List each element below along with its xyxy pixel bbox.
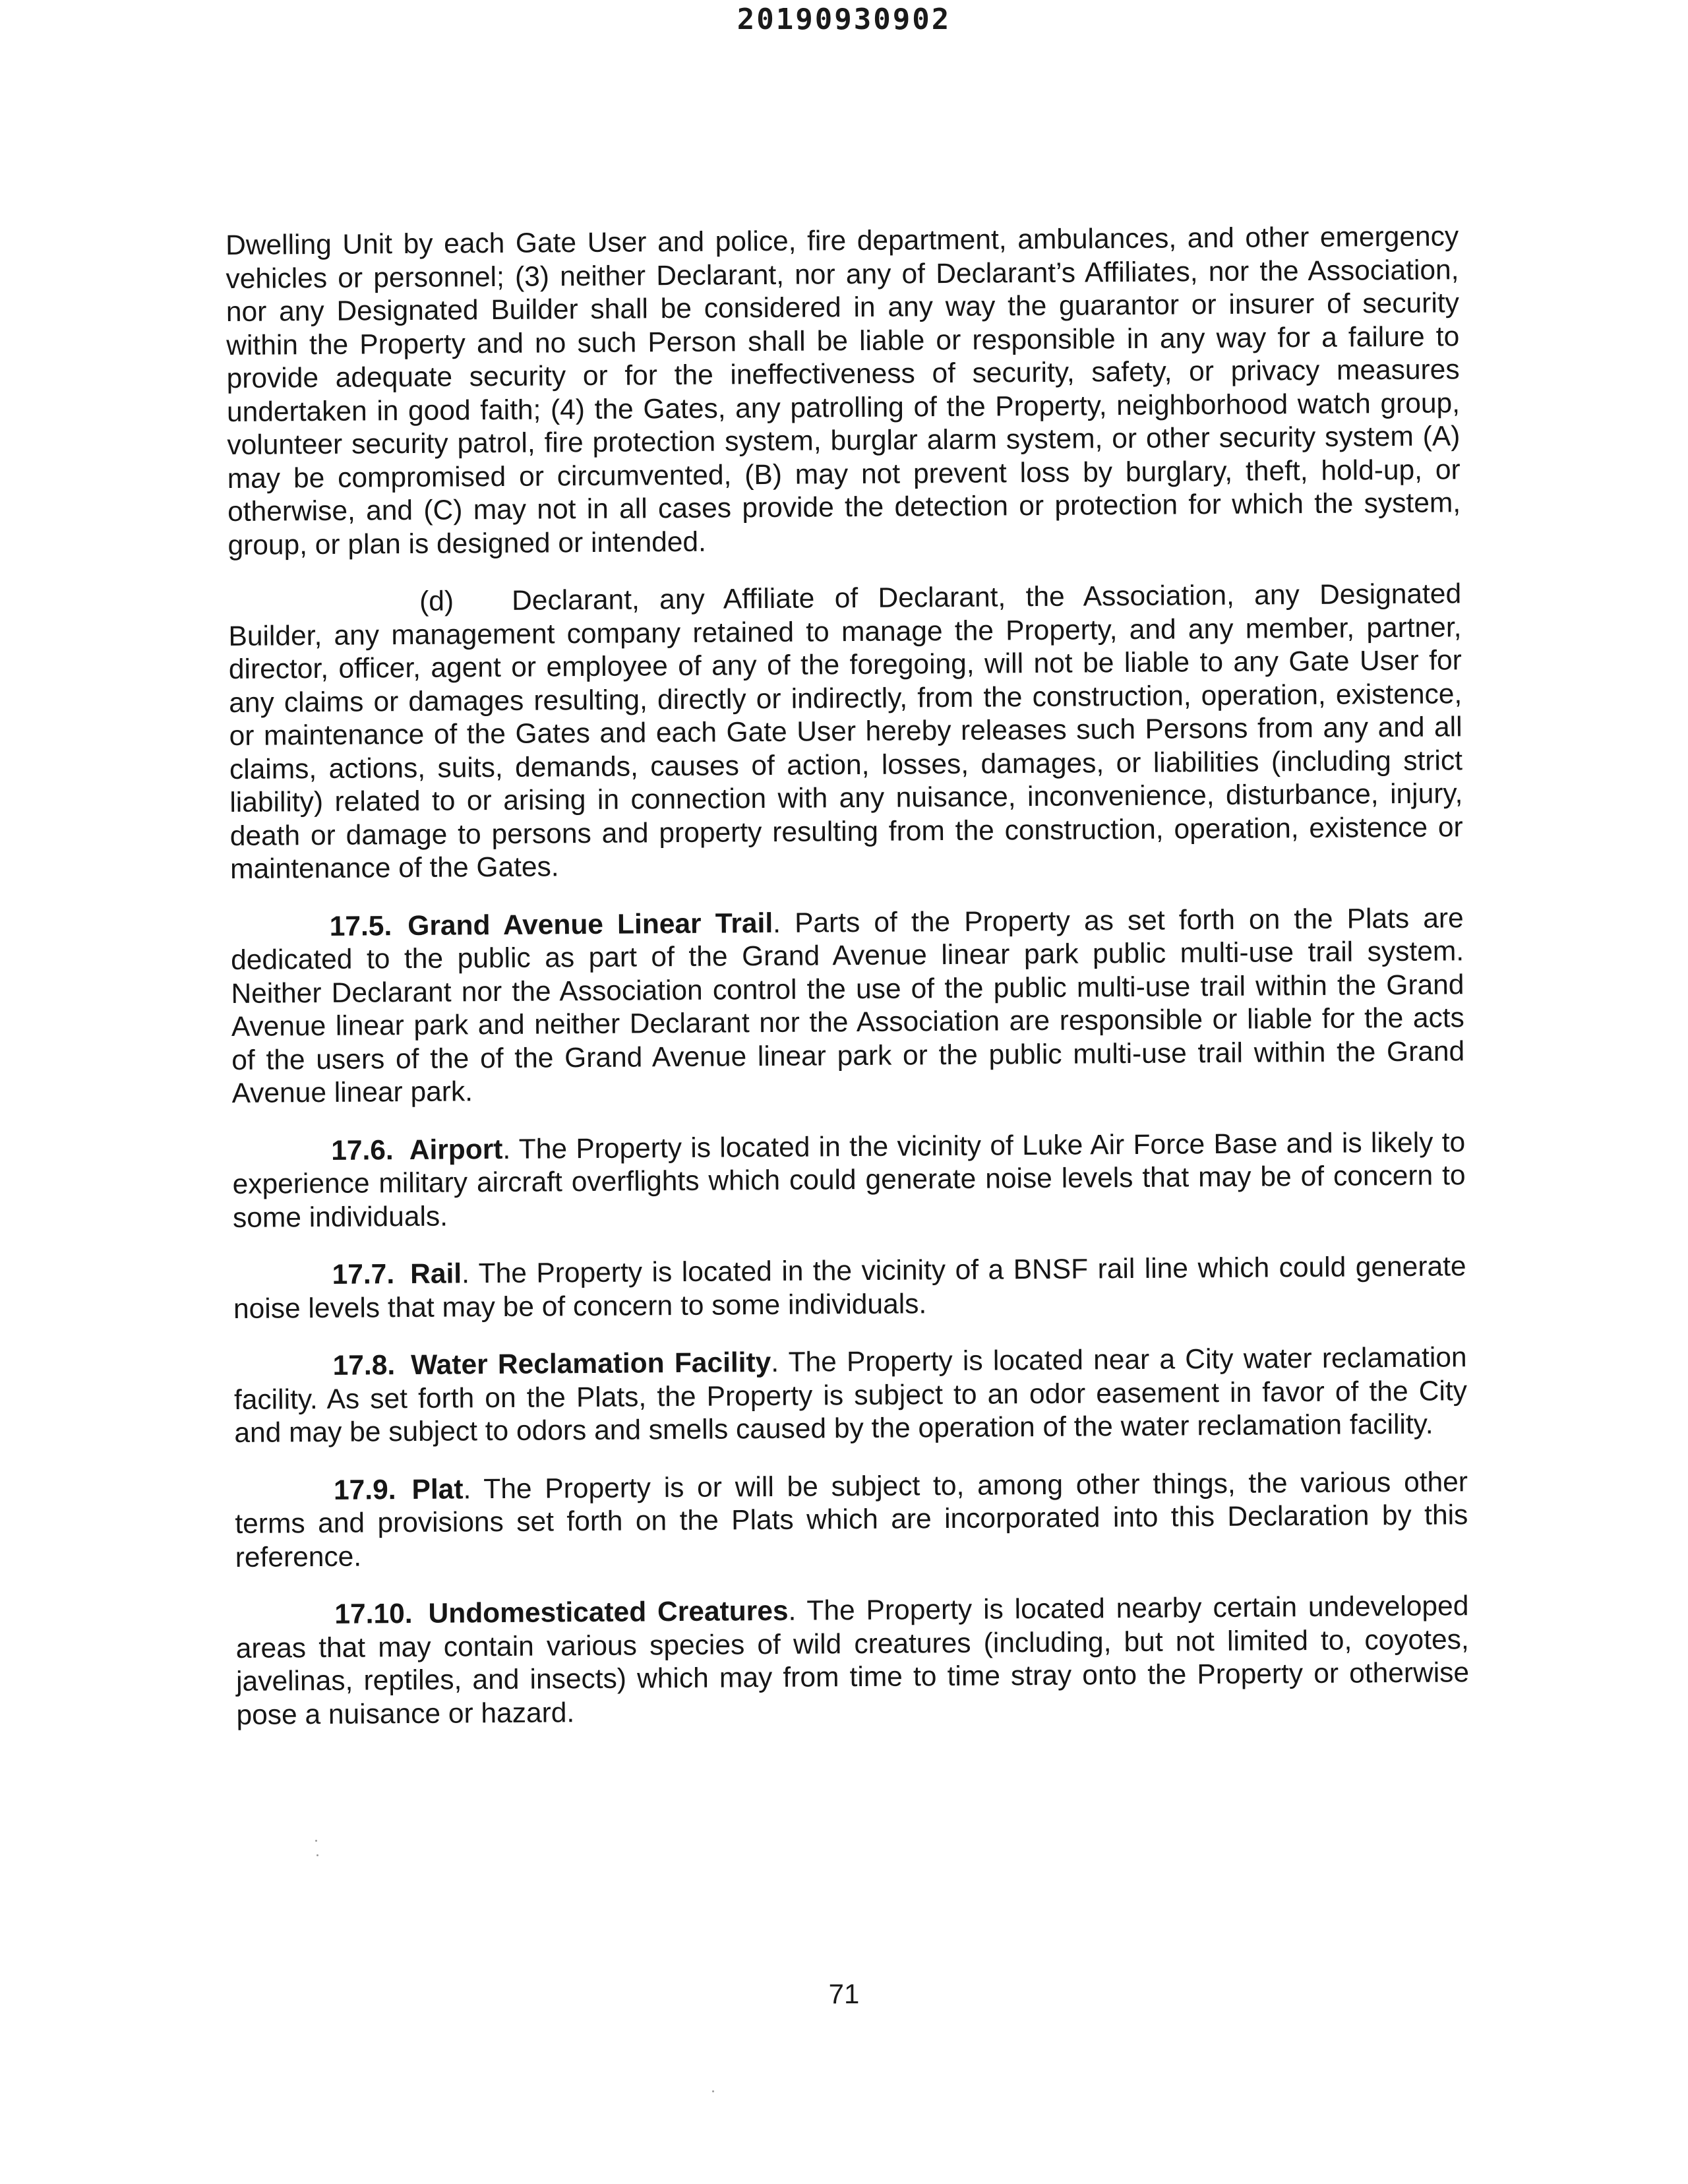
section-number: 17.5. (329, 910, 392, 942)
section-17-8 (233, 1341, 1467, 1450)
section-number: 17.7. (332, 1259, 395, 1290)
continuation-paragraph: Dwelling Unit by each Gate User and police, fire department, ambulances, and other emergency vehicles or personnel; (3) neither Declarant, nor any of Declarant’s Affiliates, nor the Association, nor any Designated Builder shall be considered in any way the guarantor or insurer of security within the Property and no such Person shall be liable or responsible in any way for a failure to provide adequate security or for the ineffectiveness of security, safety, or privacy measures undertaken in good faith; (4) the Gates, any patrolling of the Property, neighborhood watch group, volunteer security patrol, fire protection system, burglar alarm system, or other security system (A) may be compromised or circumvented, (B) may not prevent loss by burglary, theft, hold-up, or otherwise, and (C) may not in all cases provide the detection or protection for which the system, group, or plan is designed or intended. (226, 221, 1461, 561)
scan-speck (316, 1854, 318, 1856)
section-body: . The Property is located in the vicinity of a BNSF rail line which could generate noise levels that may be of concern to some individuals. (233, 1251, 1466, 1325)
section-body: . The Property is located nearby certain undeveloped areas that may contain various species of wild creatures (including, but not limited to, coyotes, javelinas, reptiles, and insects) which may from time to time stray onto the Property or otherwise pose a nuisance or hazard. (235, 1591, 1470, 1731)
section-number: 17.9. (333, 1474, 396, 1506)
section-title: Grand Avenue Linear Trail (407, 907, 773, 942)
section-17-6 (232, 1126, 1466, 1235)
section-title: Undomesticated Creatures (428, 1595, 789, 1629)
section-17-7 (233, 1250, 1466, 1326)
section-title: Rail (409, 1258, 462, 1290)
section-number: 17.8. (332, 1350, 396, 1381)
section-body: . The Property is or will be subject to, among other things, the various other terms and provisions set forth on the Plats which are incorporated into this Declaration by this reference. (235, 1466, 1468, 1573)
section-title: Airport (409, 1134, 503, 1166)
subsection-d-text: Declarant, any Affiliate of Declarant, the Association, any Designated Builder, any management company retained to manage the Property, and any member, partner, director, officer, agent or employee of any of the foregoing, will not be liable to any Gate User for any claims or damages resulting, directly or indirectly, from the construction, operation, existence, or maintenance of the Gates and each Gate User hereby releases such Persons from any and all claims, actions, suits, demands, causes of action, losses, damages, or liabilities (including strict liability) related to or arising in connection with any nuisance, inconvenience, disturbance, injury, death or damage to persons and property resulting from the construction, operation, existence or maintenance of the Gates. (228, 578, 1463, 885)
scan-speck (712, 2090, 714, 2092)
document-body (226, 220, 1470, 1757)
section-body: . Parts of the Property as set forth on the Plats are dedicated to the public as part of the Grand Avenue linear park public multi-use trail system. Neither Declarant nor the Association control the use of the public multi-use trail within the Grand Avenue linear park and neither Declarant nor the Association are responsible or liable for the acts of the users of the of the Grand Avenue linear park or the public multi-use trail within the Grand Avenue linear park. (230, 902, 1465, 1109)
section-number: 17.10. (334, 1598, 413, 1630)
page-number: 71 (828, 1978, 860, 2009)
section-17-5 (231, 902, 1465, 1111)
section-title: Plat (411, 1473, 464, 1505)
section-body: . The Property is located in the vicinity of Luke Air Force Base and is likely to experience military aircraft overflights which could generate noise levels that may be of concern to some individuals. (232, 1126, 1466, 1234)
scan-speck (315, 1840, 317, 1842)
document-number: 20190930902 (737, 3, 951, 36)
subsection-d (228, 578, 1463, 886)
section-17-9 (235, 1466, 1468, 1575)
section-17-10 (235, 1590, 1469, 1732)
section-title: Water Reclamation Facility (410, 1347, 771, 1381)
section-number: 17.6. (331, 1134, 394, 1167)
subsection-d-label: (d) (419, 586, 454, 617)
section-body: . The Property is located near a City water reclamation facility. As set forth on the Plats, the Property is subject to an odor easement in favor of the City and may be subject to odors and smells caused by the operation of the water reclamation facility. (233, 1342, 1468, 1449)
